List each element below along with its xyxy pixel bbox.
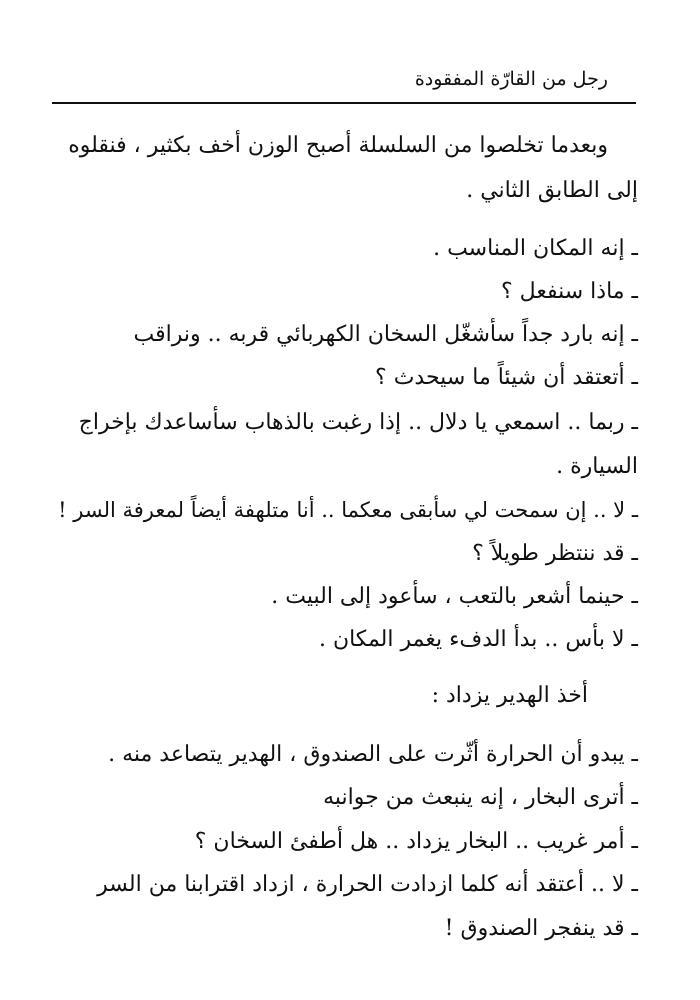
dialogue-line: ـ ماذا سنفعل ؟ [501,279,638,304]
paragraph-line: إلى الطابق الثاني . [466,178,638,203]
running-header-title: رجل من القارّة المفقودة [414,68,608,90]
dialogue-line: ـ أتعتقد أن شيئاً ما سيحدث ؟ [375,365,638,390]
dialogue-line: ـ لا .. إن سمحت لي سأبقى معكما .. أنا متلهفة أيضاً لمعرفة السر ! [58,498,638,522]
header-rule [52,102,636,104]
dialogue-line: ـ ربما .. اسمعي يا دلال .. إذا رغبت بالذهاب سأساعدك بإخراج [78,410,638,435]
dialogue-line: ـ أمر غريب .. البخار يزداد .. هل أطفئ السخان ؟ [194,829,638,854]
dialogue-line: ـ قد ننتظر طويلاً ؟ [472,541,638,566]
dialogue-line: ـ لا .. أعتقد أنه كلما ازدادت الحرارة ، ازداد اقترابنا من السر [97,872,638,897]
dialogue-line: ـ قد ينفجر الصندوق ! [444,916,638,941]
narration-line: أخذ الهدير يزداد : [431,683,588,708]
dialogue-line: ـ إنه بارد جداً سأشغّل السخان الكهربائي قربه .. ونراقب [133,322,638,347]
dialogue-line: ـ حينما أشعر بالتعب ، سأعود إلى البيت . [271,584,638,609]
dialogue-line: ـ أترى البخار ، إنه ينبعث من جوانبه [323,785,638,810]
dialogue-line: ـ يبدو أن الحرارة أثّرت على الصندوق ، الهدير يتصاعد منه . [108,742,638,767]
paragraph-line: وبعدما تخلصوا من السلسلة أصبح الوزن أخف بكثير ، فنقلوه [68,133,608,158]
dialogue-line-continuation: السيارة . [556,454,638,479]
dialogue-line: ـ إنه المكان المناسب . [433,236,638,261]
dialogue-line: ـ لا بأس .. بدأ الدفء يغمر المكان . [318,627,638,652]
